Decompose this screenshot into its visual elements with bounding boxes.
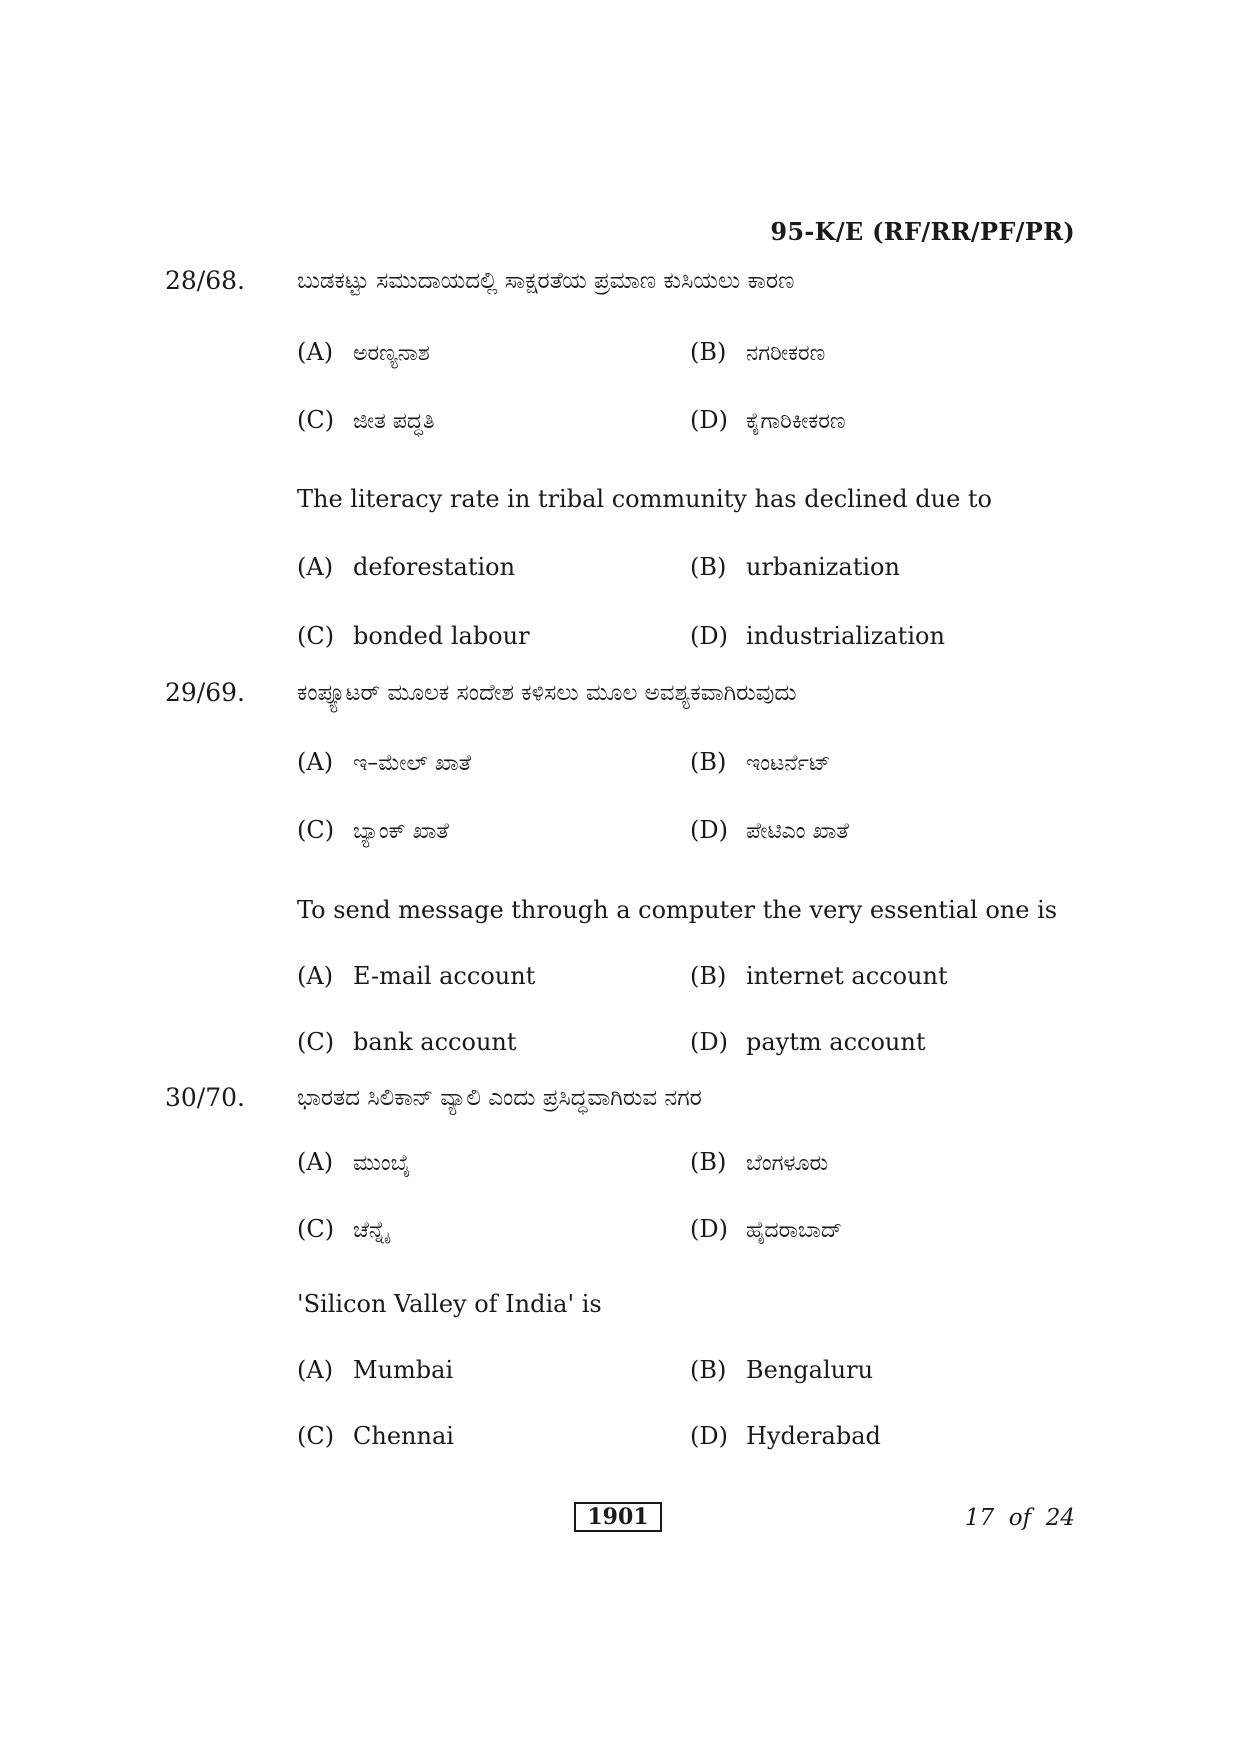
option-d-english — [690, 1028, 925, 1056]
option-label: (A) — [297, 962, 334, 990]
option-label: (C) — [297, 406, 335, 434]
option-a-english — [297, 962, 535, 990]
option-text: E-mail account — [353, 962, 536, 990]
question-number: 30/70. — [165, 1083, 245, 1112]
option-label: (A) — [297, 748, 334, 776]
option-text: ಜೀತ ಪದ್ಧತಿ — [353, 409, 435, 434]
option-label: (C) — [297, 1028, 335, 1056]
question-text-kannada: ಕಂಪ್ಯೂಟರ್ ಮೂಲಕ ಸಂದೇಶ ಕಳಿಸಲು ಮೂಲ ಅವಶ್ಯಕವಾಗಿರುವುದು — [297, 680, 797, 706]
option-label: (B) — [690, 748, 727, 776]
option-b-kannada — [690, 748, 830, 776]
option-label: (C) — [297, 816, 335, 844]
option-text: ಪೇಟಿಎಂ ಖಾತೆ — [746, 819, 849, 844]
option-label: (D) — [690, 622, 728, 650]
option-label: (B) — [690, 553, 727, 581]
paper-code: 95-K/E (RF/RR/PF/PR) — [770, 217, 1075, 246]
option-label: (D) — [690, 816, 728, 844]
option-a-kannada — [297, 748, 471, 776]
option-text: Mumbai — [353, 1356, 454, 1384]
page-number: 17 of 24 — [964, 1505, 1075, 1531]
option-label: (C) — [297, 1215, 335, 1243]
option-b-english — [690, 1356, 873, 1384]
option-text: Bengaluru — [746, 1356, 874, 1384]
option-label: (D) — [690, 406, 728, 434]
option-d-english — [690, 1422, 881, 1450]
option-text: ನಗರೀಕರಣ — [746, 341, 826, 366]
option-text: bank account — [353, 1028, 517, 1056]
option-text: bonded labour — [353, 622, 530, 650]
option-text: ಬೆಂಗಳೂರು — [746, 1151, 829, 1176]
option-label: (B) — [690, 1356, 727, 1384]
question-text-kannada: ಬುಡಕಟ್ಟು ಸಮುದಾಯದಲ್ಲಿ ಸಾಕ್ಷರತೆಯ ಪ್ರಮಾಣ ಕುಸಿಯಲು ಕಾರಣ — [297, 268, 795, 294]
option-text: urbanization — [746, 553, 900, 581]
option-b-english — [690, 553, 900, 581]
option-d-kannada — [690, 816, 849, 844]
question-text-english: The literacy rate in tribal community has declined due to — [297, 485, 992, 513]
option-a-english — [297, 1356, 453, 1384]
option-text: paytm account — [746, 1028, 926, 1056]
option-label: (C) — [297, 622, 335, 650]
option-d-kannada — [690, 406, 846, 434]
option-label: (C) — [297, 1422, 335, 1450]
option-c-kannada — [297, 816, 449, 844]
question-number: 29/69. — [165, 678, 245, 707]
option-text: internet account — [746, 962, 948, 990]
option-d-kannada — [690, 1215, 842, 1243]
option-b-kannada — [690, 1148, 828, 1176]
option-a-kannada — [297, 1148, 410, 1176]
option-text: ಕೈಗಾರಿಕೀಕರಣ — [746, 409, 846, 434]
option-label: (D) — [690, 1422, 728, 1450]
option-c-english — [297, 622, 530, 650]
option-text: ಮುಂಬೈ — [353, 1151, 411, 1176]
option-text: Hyderabad — [746, 1422, 881, 1450]
booklet-code: 1901 — [574, 1502, 662, 1532]
option-a-english — [297, 553, 515, 581]
option-c-english — [297, 1028, 517, 1056]
option-label: (B) — [690, 338, 727, 366]
question-text-english: To send message through a computer the very essential one is — [297, 896, 1058, 924]
option-label: (D) — [690, 1215, 728, 1243]
option-text: ಹೈದರಾಬಾದ್ — [746, 1218, 843, 1243]
option-b-kannada — [690, 338, 825, 366]
question-text-kannada: ಭಾರತದ ಸಿಲಿಕಾನ್ ವ್ಯಾಲಿ ಎಂದು ಪ್ರಸಿದ್ಧವಾಗಿರುವ ನಗರ — [297, 1085, 702, 1111]
option-label: (A) — [297, 553, 334, 581]
option-c-kannada — [297, 1215, 389, 1243]
option-text: ಬ್ಯಾಂಕ್ ಖಾತೆ — [353, 819, 449, 844]
option-a-kannada — [297, 338, 430, 366]
option-text: Chennai — [353, 1422, 454, 1450]
option-text: ಇ–ಮೇಲ್ ಖಾತೆ — [353, 751, 472, 776]
option-label: (D) — [690, 1028, 728, 1056]
option-text: deforestation — [353, 553, 516, 581]
question-number: 28/68. — [165, 266, 245, 295]
option-label: (A) — [297, 338, 334, 366]
question-text-english: 'Silicon Valley of India' is — [297, 1290, 602, 1318]
option-label: (A) — [297, 1148, 334, 1176]
option-label: (A) — [297, 1356, 334, 1384]
option-text: ಇಂಟರ್ನೆಟ್ — [746, 751, 831, 776]
option-text: ಅರಣ್ಯನಾಶ — [353, 341, 430, 366]
option-label: (B) — [690, 962, 727, 990]
option-label: (B) — [690, 1148, 727, 1176]
option-d-english — [690, 622, 945, 650]
option-b-english — [690, 962, 948, 990]
option-text: ಚೆನ್ನೈ — [353, 1218, 389, 1243]
option-c-kannada — [297, 406, 435, 434]
option-c-english — [297, 1422, 454, 1450]
option-text: industrialization — [746, 622, 945, 650]
